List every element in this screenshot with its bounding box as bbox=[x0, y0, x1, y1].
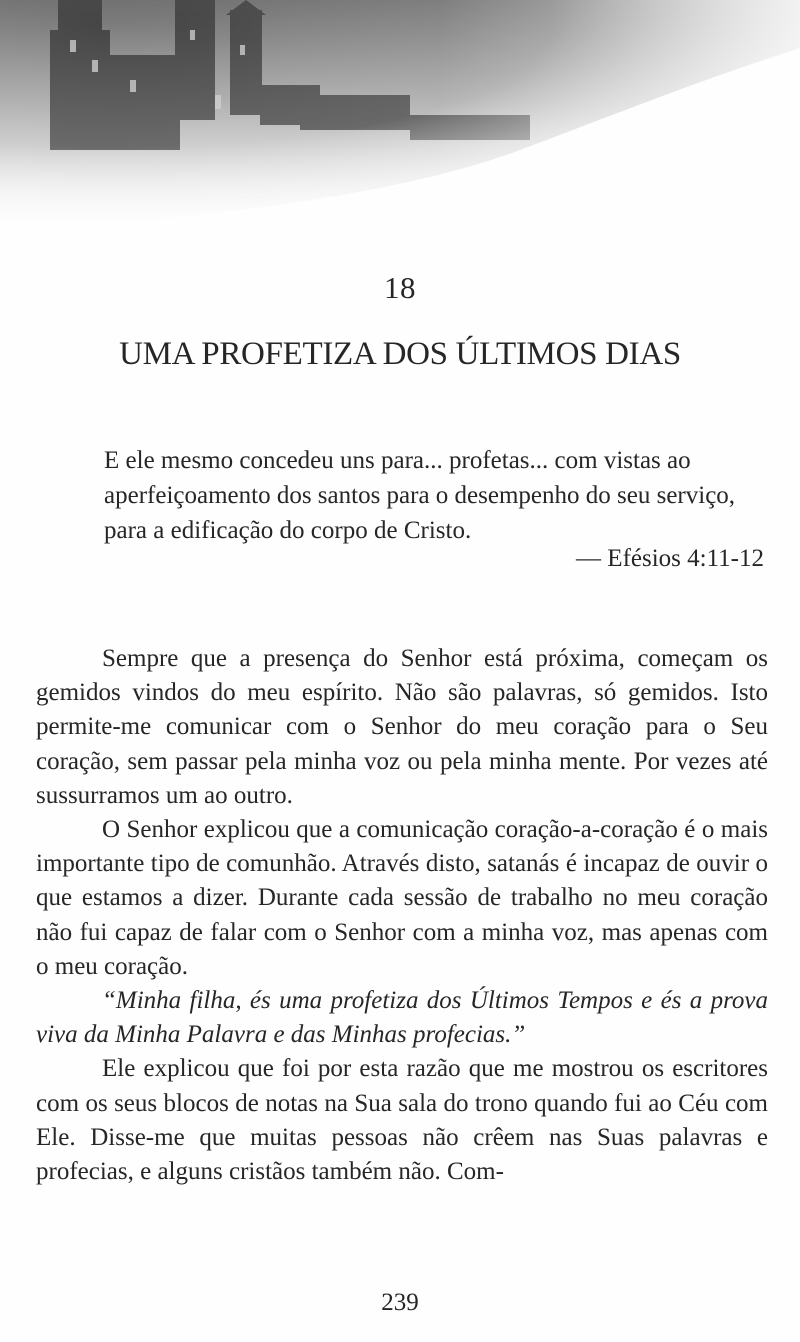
italic-quote: “Minha filha, és uma profetiza dos Últimos Tempos e és a prova viva da Minha Palavra e das Minhas profecias.” bbox=[36, 987, 768, 1049]
paragraph: Ele explicou que foi por esta razão que me mostrou os escritores com os seus blocos de notas na Sua sala do trono quando fui ao Céu com Ele. Disse-me que muitas pessoas não crêem nas Suas palavras e profecias, e alguns cristãos também não. Com- bbox=[36, 1055, 768, 1186]
epigraph-text: E ele mesmo concedeu uns para... profetas... com vistas ao aperfeiçoamento dos santos para o desempenho do seu serviço, para a edificação do corpo de Cristo. bbox=[104, 447, 736, 544]
epigraph-reference: — Efésios 4:11-12 bbox=[576, 545, 764, 572]
paragraph: Sempre que a presença do Senhor está próxima, começam os gemidos vindos do meu espírito. Não são palavras, só gemidos. Isto permite-me comunicar com o Senhor do meu coração para o Seu coração, sem passar pela minha voz ou pela minha mente. Por vezes até sussurramos um ao outro. bbox=[36, 645, 768, 809]
chapter-body bbox=[36, 642, 768, 1189]
chapter-number: 18 bbox=[384, 270, 416, 305]
paragraph: O Senhor explicou que a comunicação coração-a-coração é o mais importante tipo de comunhão. Através disto, satanás é incapaz de ouvir o que estamos a dizer. Durante cada sessão de trabalho no meu coração não fui capaz de falar com o Senhor com a minha voz, mas apenas com o meu coração. bbox=[36, 816, 768, 980]
chapter-title: UMA PROFETIZA DOS ÚLTIMOS DIAS bbox=[119, 336, 681, 372]
castle-header-illustration bbox=[0, 0, 800, 230]
page-number: 239 bbox=[381, 1289, 419, 1316]
epigraph bbox=[104, 443, 764, 548]
